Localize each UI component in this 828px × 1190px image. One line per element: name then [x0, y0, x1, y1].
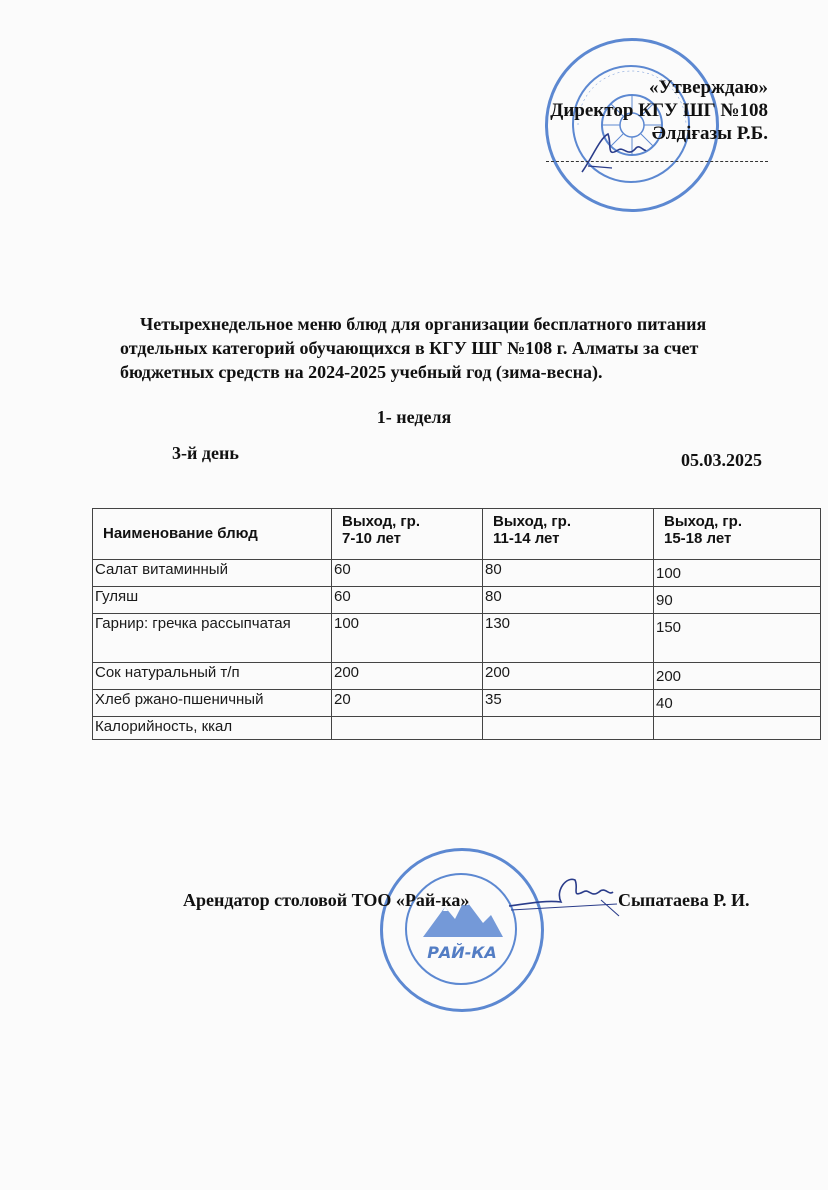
dish-name: Гуляш — [93, 587, 332, 614]
portion-11-14: 200 — [483, 663, 654, 690]
table-row — [93, 717, 821, 740]
week-label: 1- неделя — [376, 407, 452, 427]
portion-7-10: 100 — [332, 614, 483, 663]
table-row — [93, 587, 821, 614]
portion-7-10: 200 — [332, 663, 483, 690]
portion-15-18 — [654, 717, 821, 740]
portion-11-14: 130 — [483, 614, 654, 663]
director-signature — [578, 128, 648, 178]
portion-11-14 — [483, 717, 654, 740]
portion-7-10: 60 — [332, 560, 483, 587]
header-age-15-18: Выход, гр. 15-18 лет — [654, 509, 821, 560]
day-label: 3-й день — [172, 443, 239, 463]
dish-name: Хлеб ржано-пшеничный — [93, 690, 332, 717]
header-age-7-10: Выход, гр. 7-10 лет — [332, 509, 483, 560]
portion-15-18: 90 — [654, 587, 821, 614]
title-line-1: Четырехнедельное меню блюд для организации бесплатного питания — [140, 314, 707, 334]
tenant-label: Арендатор столовой ТОО «Рай-ка» — [183, 890, 470, 910]
portion-15-18: 100 — [654, 560, 821, 587]
menu-table — [92, 508, 821, 740]
portion-7-10: 20 — [332, 690, 483, 717]
portion-15-18: 40 — [654, 690, 821, 717]
menu-title — [120, 312, 760, 384]
title-line-3: бюджетных средств на 2024-2025 учебный год (зима-весна). — [120, 362, 603, 382]
table-row — [93, 560, 821, 587]
approve-word: «Утверждаю» — [649, 77, 768, 98]
header-age-11-14: Выход, гр. 11-14 лет — [483, 509, 654, 560]
table-header-row — [93, 509, 821, 560]
table-row — [93, 614, 821, 663]
portion-15-18: 150 — [654, 614, 821, 663]
portion-11-14: 35 — [483, 690, 654, 717]
director-name: Әлдіғазы Р.Б. — [651, 123, 768, 144]
director-position: Директор КГУ ШГ №108 — [550, 100, 768, 121]
date-label: 05.03.2025 — [681, 450, 762, 470]
tenant-name: Сыпатаева Р. И. — [618, 890, 750, 910]
dish-name: Калорийность, ккал — [93, 717, 332, 740]
dish-name: Сок натуральный т/п — [93, 663, 332, 690]
portion-15-18: 200 — [654, 663, 821, 690]
tenant-signature — [505, 870, 625, 920]
dish-name: Гарнир: гречка рассыпчатая — [93, 614, 332, 663]
table-row — [93, 690, 821, 717]
portion-11-14: 80 — [483, 587, 654, 614]
portion-11-14: 80 — [483, 560, 654, 587]
portion-7-10: 60 — [332, 587, 483, 614]
header-dish-name: Наименование блюд — [93, 509, 332, 560]
portion-7-10 — [332, 717, 483, 740]
dish-name: Салат витаминный — [93, 560, 332, 587]
seal-brand-text: РАЙ-КА — [427, 943, 497, 962]
title-line-2: отдельных категорий обучающихся в КГУ ШГ №108 г. Алматы за счет — [120, 338, 699, 358]
table-row — [93, 663, 821, 690]
